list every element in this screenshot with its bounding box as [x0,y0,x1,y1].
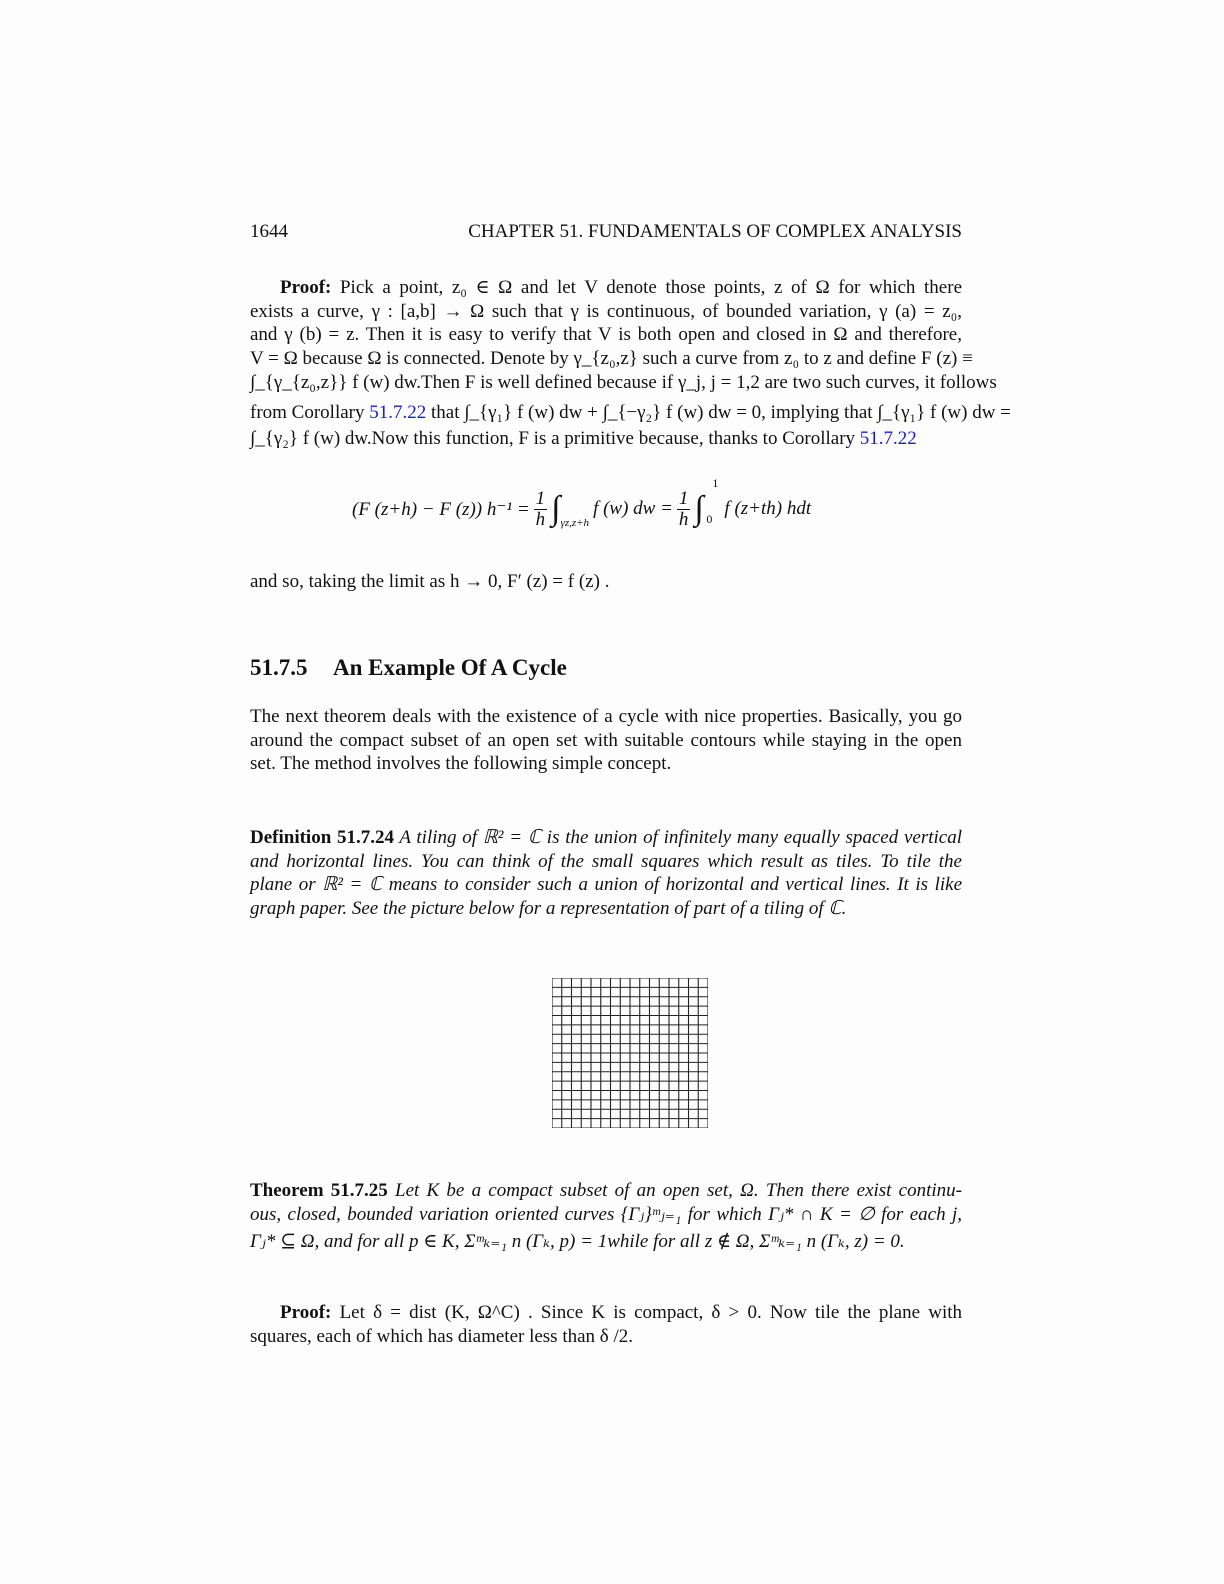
proof-label: Proof: [280,277,332,298]
proof-line-5: ∫_{γ_{z₀,z}} f (w) dw.Then F is well defined because if γ_j, j = 1,2 are two such curves, it follows [250,372,997,393]
proof-text: from Corollary [250,402,365,423]
theorem-line-2: ous, closed, bounded variation oriented curves {Γⱼ}ᵐⱼ₌₁ for which Γⱼ* ∩ K = ∅ for each j, [250,1204,962,1225]
eq-denominator: h [535,508,546,530]
section-title: An Example Of A Cycle [333,655,567,680]
corollary-link[interactable]: 51.7.22 [369,402,427,423]
corollary-link[interactable]: 51.7.22 [859,428,917,449]
eq-numerator: 1 [535,487,546,509]
proof-line-3: and γ (b) = z. Then it is easy to verify that V is both open and closed in Ω and therefore, [250,324,962,345]
eq-middle: f (w) dw = [593,498,673,519]
eq-denominator: h [678,508,689,530]
proof-label: Proof: [280,1302,332,1323]
eq-lhs: (F (z+h) − F (z)) h⁻¹ = [352,498,530,520]
definition-line-2: and horizontal lines. You can think of the small squares which result as tiles. To tile the [250,851,962,872]
proof-line-2: exists a curve, γ : [a,b] → Ω such that γ is continuous, of bounded variation, γ (a) = z₀, [250,301,962,322]
page-number: 1644 [250,221,288,242]
integral-sign: ∫ [551,490,561,527]
definition-text: A tiling of ℝ² = ℂ is the union of infinitely many equally spaced vertical [399,827,962,848]
proof-text: Let δ = dist (K, Ω^C) . Since K is compact, δ > 0. Now tile the plane with [339,1302,963,1323]
tiling-figure [552,978,708,1128]
integral-lower-limit: 0 [706,512,713,526]
intro-line-1: The next theorem deals with the existence of a cycle with nice properties. Basically, you go [250,706,962,727]
proof2-line-2: squares, each of which has diameter less than δ /2. [250,1326,634,1347]
grid-lines [552,978,708,1128]
proof-line-4: V = Ω because Ω is connected. Denote by γ_{z₀,z} such a curve from z₀ to z and define F (z) ≡ [250,348,973,369]
intro-line-3: set. The method involves the following simple concept. [250,753,672,774]
section-number: 51.7.5 [250,655,308,680]
display-equation: (F (z+h) − F (z)) h⁻¹ = $\frac{1}{h}$ ∫ $_{\gamma z,z+h}$ f (w) dw = $\frac{1}{h}$ ∫ 1 0 f (z+th) hdt [352,476,812,530]
proof-text: Pick a point, z₀ ∈ Ω and let V denote those points, z of Ω for which there [339,277,963,298]
eq-numerator: 1 [678,487,689,509]
intro-line-2: around the compact subset of an open set with suitable contours while staying in the open [250,730,962,751]
definition-line-1 [250,826,962,850]
definition-line-3: plane or ℝ² = ℂ means to consider such a union of horizontal and vertical lines. It is like [250,874,962,895]
proof-text: ∫_{γ₂} f (w) dw.Now this function, F is a primitive because, thanks to Corollary [250,428,856,449]
eq-rhs: f (z+th) hdt [724,498,812,519]
theorem-line-3: Γⱼ* ⊆ Ω, and for all p ∈ K, Σᵐₖ₌₁ n (Γₖ, p) = 1while for all z ∉ Ω, Σᵐₖ₌₁ n (Γₖ, z) = 0. [250,1231,905,1252]
integral-sign: ∫ [694,490,704,527]
proof-line-1 [250,276,962,300]
after-equation-text: and so, taking the limit as h → 0, F′ (z) = f (z) . [250,571,610,592]
proof-line-7 [250,427,917,451]
theorem-text: Let K be a compact subset of an open set, Ω. Then there exist continu- [395,1180,963,1201]
running-title: CHAPTER 51. FUNDAMENTALS OF COMPLEX ANALYSIS [468,221,962,242]
eq-fraction [534,489,548,530]
proof2-line-1 [250,1301,962,1325]
definition-label: Definition 51.7.24 [250,827,395,848]
theorem-line-1 [250,1179,962,1203]
theorem-label: Theorem 51.7.25 [250,1180,388,1201]
eq-fraction [677,489,691,530]
definition-line-4: graph paper. See the picture below for a representation of part of a tiling of ℂ. [250,898,847,919]
integral-upper-limit: 1 [712,476,719,490]
proof-line-6 [250,401,1011,425]
proof-text: that ∫_{γ₁} f (w) dw + ∫_{−γ₂} f (w) dw = 0, implying that ∫_{γ₁} f (w) dw = [431,402,1011,423]
definite-integral [694,476,720,528]
